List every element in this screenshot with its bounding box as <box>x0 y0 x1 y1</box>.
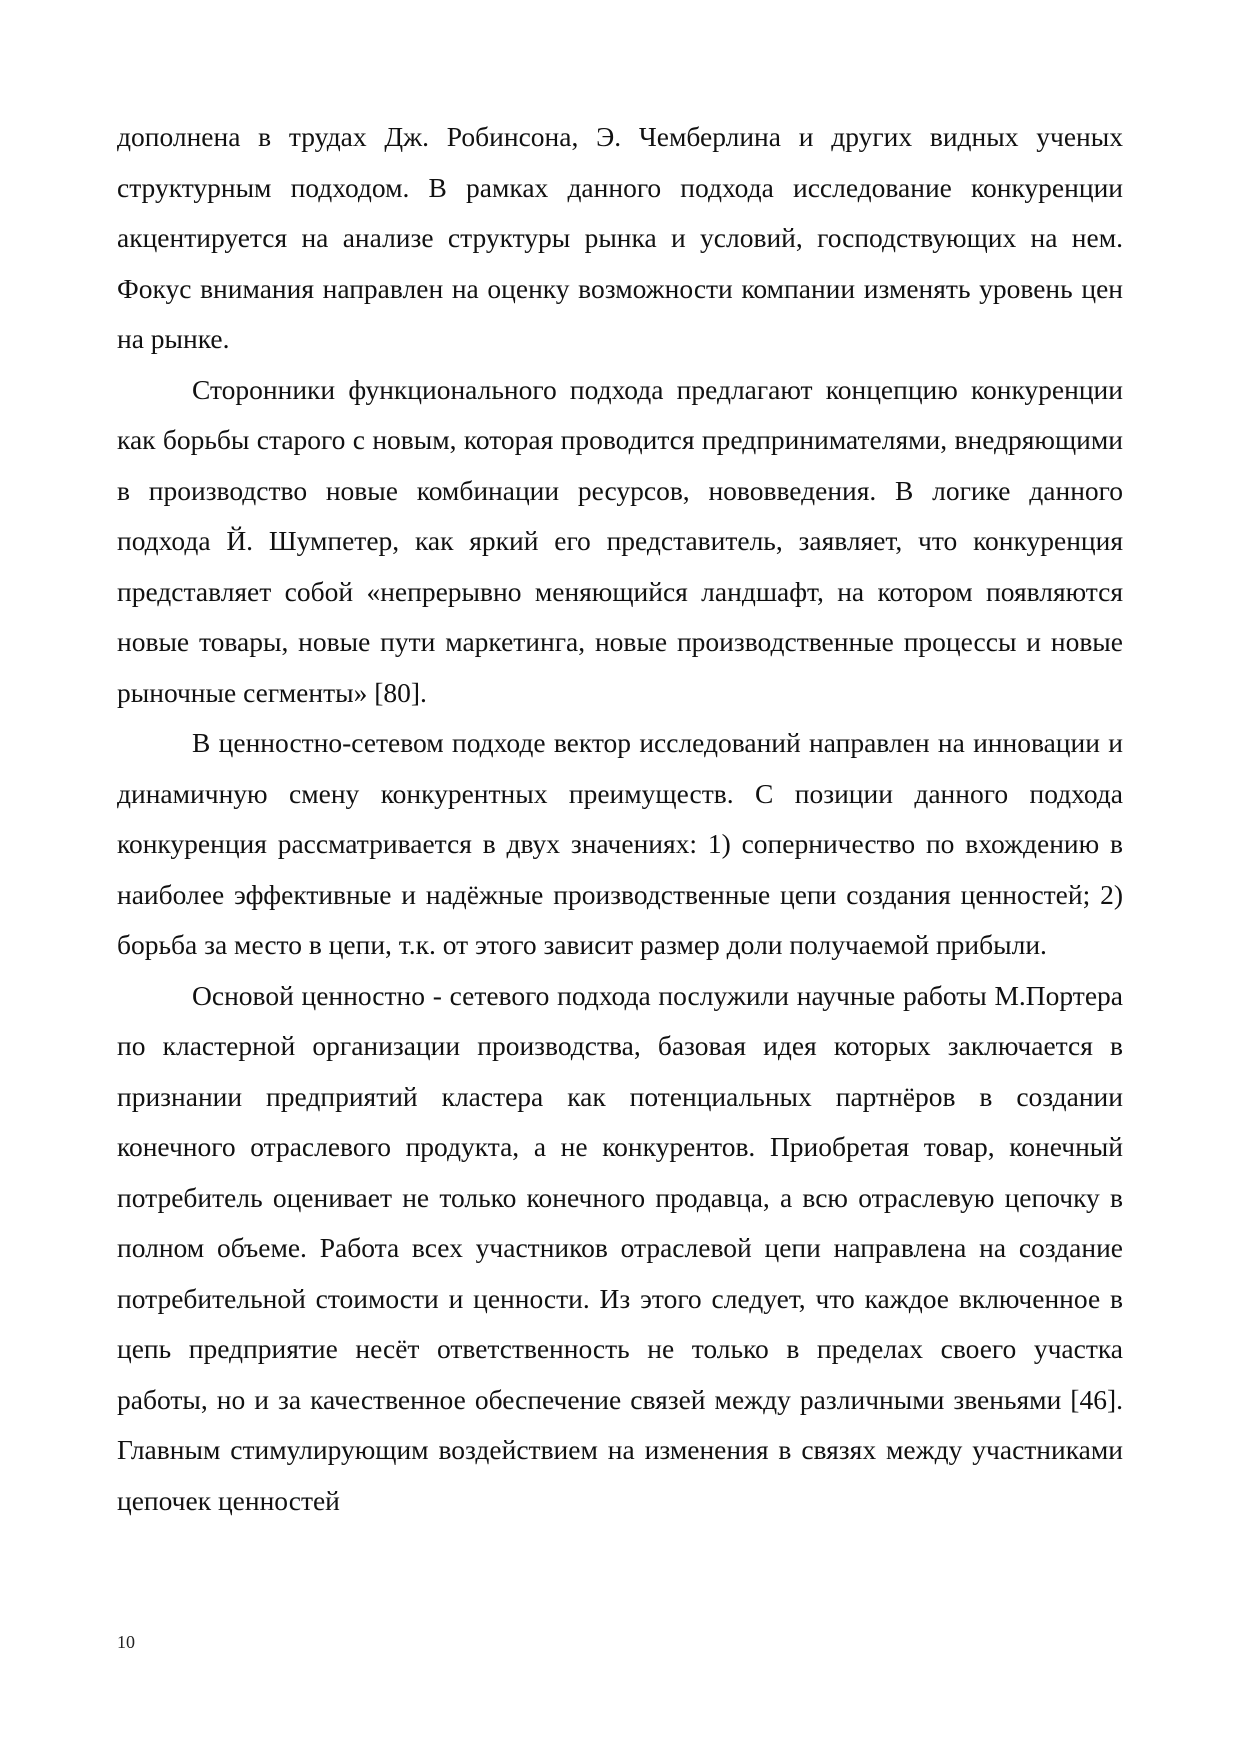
page-number: 10 <box>117 1632 135 1652</box>
body-text <box>117 112 1123 1526</box>
paragraph-functional-approach: Сторонники функционального подхода предлагают концепцию конкуренции как борьбы старого с новым, которая проводится предпринимателями, внедряющими в производство новые комбинации ресурсов, нововведения. В логике данного подхода Й. Шумпетер, как яркий его представитель, заявляет, что конкуренция представляет собой «непрерывно меняющийся ландшафт, на котором появляются новые товары, новые пути маркетинга, новые производственные процессы и новые рыночные сегменты» [80]. <box>117 373 1123 708</box>
paragraph-continuation: дополнена в трудах Дж. Робинсона, Э. Чемберлина и других видных ученых структурным подходом. В рамках данного подхода исследование конкуренции акцентируется на анализе структуры рынка и условий, господствующих на нем. Фокус внимания направлен на оценку возможности компании изменять уровень цен на рынке. <box>117 121 1123 354</box>
paragraph-value-network-approach: В ценностно-сетевом подходе вектор исследований направлен на инновации и динамичную смену конкурентных преимуществ. С позиции данного подхода конкуренция рассматривается в двух значениях: 1) соперничество по вхождению в наиболее эффективные и надёжные производственные цепи создания ценностей; 2) борьба за место в цепи, т.к. от этого зависит размер доли получаемой прибыли. <box>117 727 1123 960</box>
paragraph-porter-cluster: Основой ценностно - сетевого подхода послужили научные работы М.Портера по кластерной организации производства, базовая идея которых заключается в признании предприятий кластера как потенциальных партнёров в создании конечного отраслевого продукта, а не конкурентов. Приобретая товар, конечный потребитель оценивает не только конечного продавца, а всю отраслевую цепочку в полном объеме. Работа всех участников отраслевой цепи направлена на создание потребительной стоимости и ценности. Из этого следует, что каждое включенное в цепь предприятие несёт ответственность не только в пределах своего участка работы, но и за качественное обеспечение связей между различными звеньями [46]. Главным стимулирующим воздействием на изменения в связях между участниками цепочек ценностей <box>117 979 1123 1516</box>
